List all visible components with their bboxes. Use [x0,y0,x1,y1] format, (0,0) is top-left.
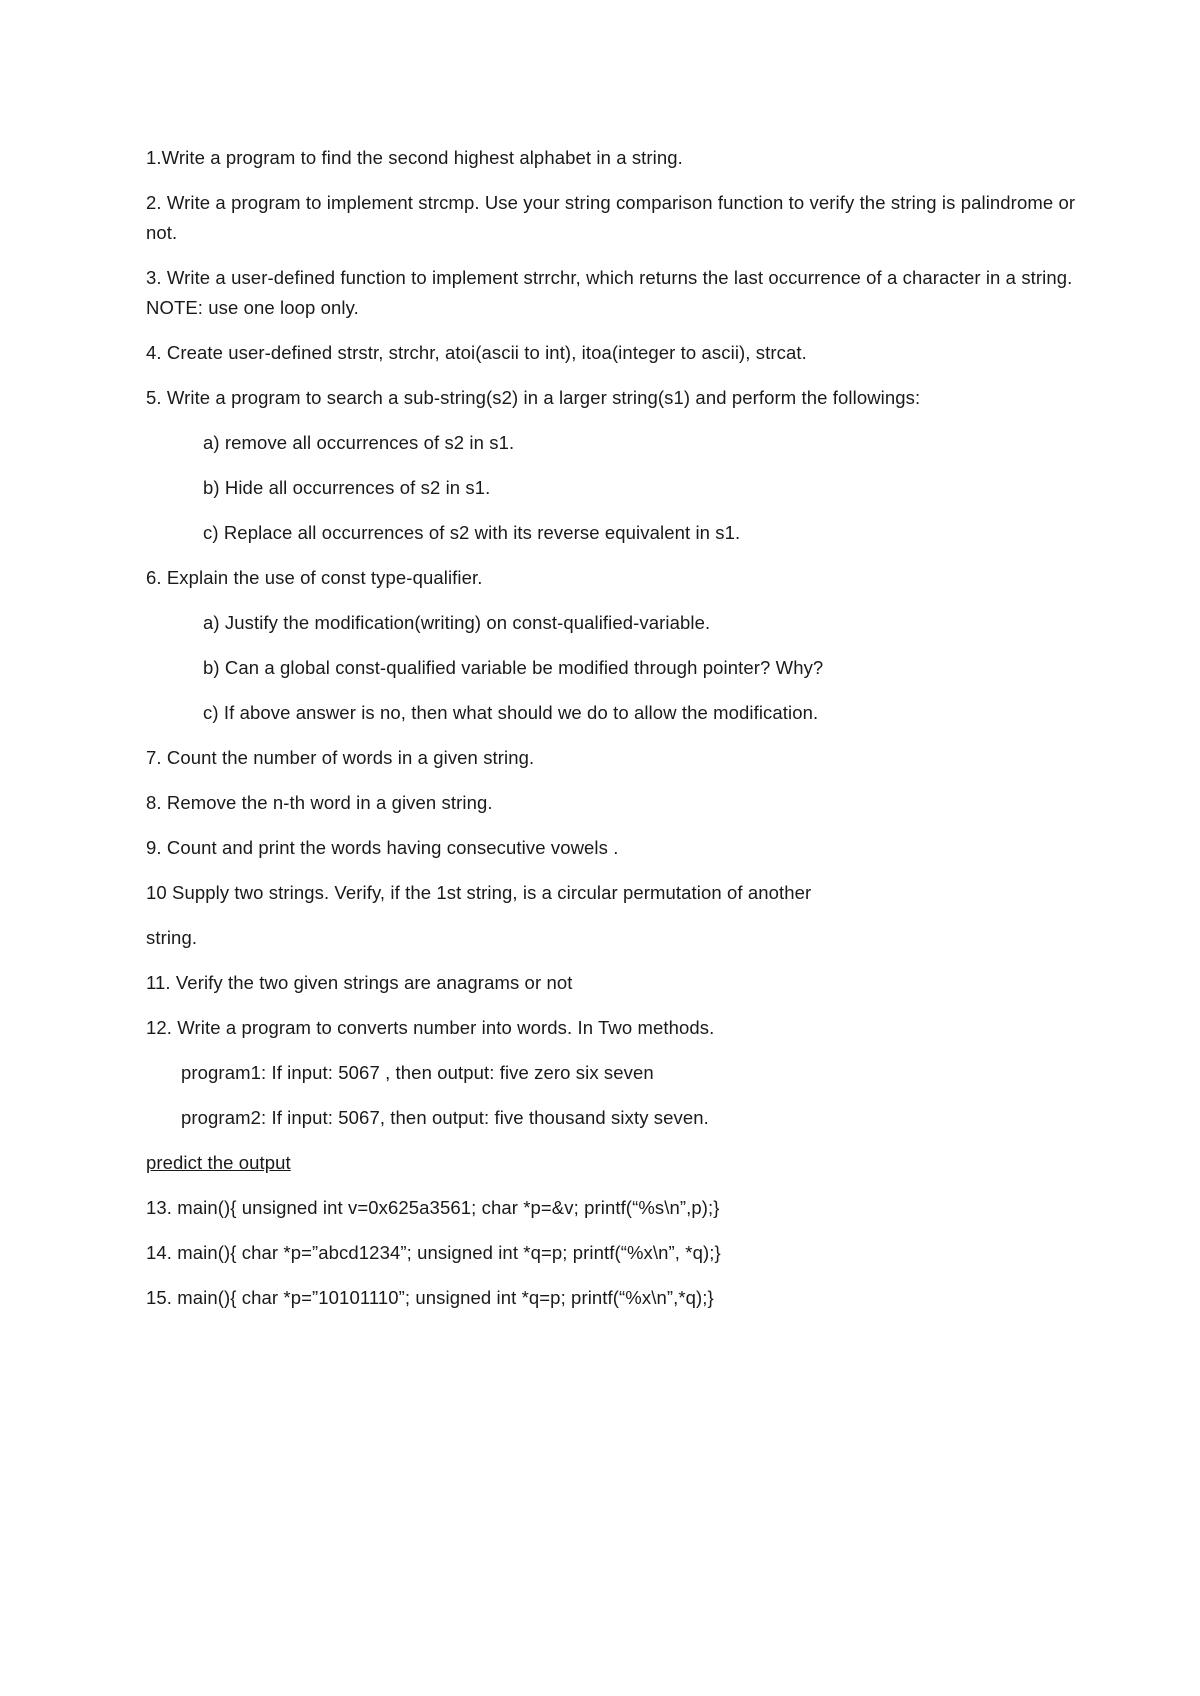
question-item: 11. Verify the two given strings are anagrams or not [146,972,573,993]
question-item: 1.Write a program to find the second highest alphabet in a string. [146,147,683,168]
question-item: 7. Count the number of words in a given string. [146,747,535,768]
question-item: string. [146,927,198,948]
question-item: 4. Create user-defined strstr, strchr, atoi(ascii to int), itoa(integer to ascii), strcat. [146,342,807,363]
question-item: 3. Write a user-defined function to implement strrchr, which returns the last occurrence of a character in a string. NOTE: use one loop only. [146,267,1073,318]
question-item: 6. Explain the use of const type-qualifier. [146,567,483,588]
predict-output-list [146,1193,1076,1313]
assignment-content [146,143,1076,1328]
program-example: program2: If input: 5067, then output: five thousand sixty seven. [181,1107,709,1128]
question-item: 9. Count and print the words having consecutive vowels . [146,837,619,858]
program-example: program1: If input: 5067 , then output: five zero six seven [181,1062,654,1083]
question-item: 12. Write a program to converts number into words. In Two methods. [146,1017,715,1038]
sub-question: a) Justify the modification(writing) on const-qualified-variable. [203,612,711,633]
sub-question: c) If above answer is no, then what should we do to allow the modification. [203,702,819,723]
predict-output-heading: predict the output [146,1152,291,1173]
predict-output-item: 14. main(){ char *p=”abcd1234”; unsigned int *q=p; printf(“%x\n”, *q);} [146,1242,721,1263]
sub-question: a) remove all occurrences of s2 in s1. [203,432,515,453]
question-item: 2. Write a program to implement strcmp. Use your string comparison function to verify the string is palindrome or not. [146,192,1076,243]
predict-output-item: 15. main(){ char *p=”10101110”; unsigned int *q=p; printf(“%x\n”,*q);} [146,1287,714,1308]
question-item: 5. Write a program to search a sub-string(s2) in a larger string(s1) and perform the followings: [146,387,921,408]
sub-question: c) Replace all occurrences of s2 with its reverse equivalent in s1. [203,522,741,543]
predict-output-item: 13. main(){ unsigned int v=0x625a3561; char *p=&v; printf(“%s\n”,p);} [146,1197,720,1218]
question-item: 10 Supply two strings. Verify, if the 1st string, is a circular permutation of another [146,882,812,903]
question-list [146,143,1076,1133]
sub-question: b) Can a global const-qualified variable be modified through pointer? Why? [203,657,824,678]
sub-question: b) Hide all occurrences of s2 in s1. [203,477,491,498]
question-item: 8. Remove the n-th word in a given string. [146,792,493,813]
